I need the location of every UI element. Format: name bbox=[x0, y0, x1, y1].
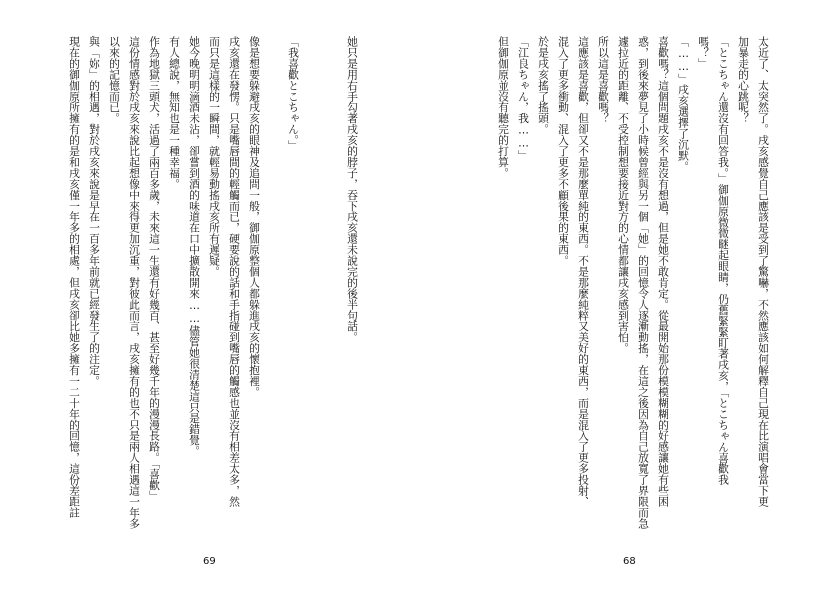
text-column: 這應該是喜歡，但卻又不是那麼單純的東西。不是那麼純粹又美好的東西，而是混入了更多投射、 bbox=[577, 36, 590, 507]
left-page bbox=[0, 0, 419, 595]
text-column: 於是戌亥搖了搖頭。 bbox=[537, 36, 550, 135]
text-column: 而只是這樣的一瞬間，就輕易動搖戌亥所有遲疑。 bbox=[208, 36, 221, 277]
text-column: 她今晚明明滴酒未沾，卻嘗到酒的味道在口中擴散開來……儘管她很清楚這只是錯覺。 bbox=[188, 36, 201, 457]
right-page bbox=[420, 0, 839, 595]
text-column: 與「妳」的相遇，對於戌亥來說是早在一百多年前就已經發生了的注定。 bbox=[88, 36, 101, 387]
text-column: 所以這是喜歡嗎？ bbox=[597, 36, 610, 124]
text-column: 混入了更多衝動、混入了更多不顧後果的東西。 bbox=[557, 36, 570, 266]
text-column: 像是想要躲避戌亥的眼神及追問一般，御伽原整個人都躲進戌亥的懷抱裡。 bbox=[248, 36, 261, 398]
text-column: 「……」戌亥選擇了沉默。 bbox=[677, 36, 690, 172]
text-column: 以來的記憶而已。 bbox=[108, 36, 121, 124]
page-number: 69 bbox=[203, 556, 216, 567]
text-column: 惑，到後來夢見了小時候曾經與另一個「她」的回憶令人逐漸動搖，在這之後因為自己放寬了界限而急 bbox=[637, 36, 650, 529]
text-column: 加暴走的心跳呢？ bbox=[737, 36, 750, 124]
text-column: 嗎？」 bbox=[697, 36, 710, 69]
text-column: 她只是用右手勾著戌亥的脖子，吞下戌亥還未說完的後半句話。 bbox=[346, 36, 359, 343]
page-number: 68 bbox=[623, 556, 636, 567]
text-column: 太近了、太突然了。戌亥感覺自己應該是受到了驚嚇，不然應該如何解釋自己現在比演唱會當下更 bbox=[757, 36, 770, 507]
text-column: 「とこちゃん還沒有回答我。」御伽原微微瞇起眼睛，仍舊緊緊盯著戌亥，「とこちゃん喜歡我 bbox=[717, 36, 730, 486]
text-column: 「江良ちゃん，我……」 bbox=[517, 36, 530, 161]
text-column: 有人總說，無知也是一種幸福。 bbox=[168, 36, 181, 190]
text-column: 喜歡嗎？這個問題戌亥不是沒有想過，但是她不敢肯定。從最開始那份模模糊糊的好感讓她有些困 bbox=[657, 36, 670, 507]
text-column: 戌亥還在發愣。只是嘴唇間的輕觸而已，硬要說的話和手指碰到嘴唇的觸感也並沒有相差太多，然 bbox=[228, 36, 241, 507]
text-column: 「我喜歡とこちゃん。」 bbox=[287, 36, 300, 152]
text-column: 遽拉近的距離、不受控制想要接近對方的心情都讓戌亥感到害怕。 bbox=[617, 36, 630, 354]
text-column: 作為地獄三頭犬，活過了兩百多歲，未來這一生還有好幾百、甚至好幾千年的漫漫長路。「喜歡」 bbox=[148, 36, 161, 502]
text-column: 現在的御伽原所擁有的是和戌亥僅一年多的相處，但戌亥卻比她多擁有一二十年的回憶，這份差距註 bbox=[68, 36, 81, 518]
text-column: 但御伽原並沒有聽完的打算。 bbox=[497, 36, 510, 179]
text-column: 這份情感對於戌亥來說比起想像中來得更加沉重，對彼此而言，戌亥擁有的也不只是兩人相遇這一年多 bbox=[128, 36, 141, 529]
